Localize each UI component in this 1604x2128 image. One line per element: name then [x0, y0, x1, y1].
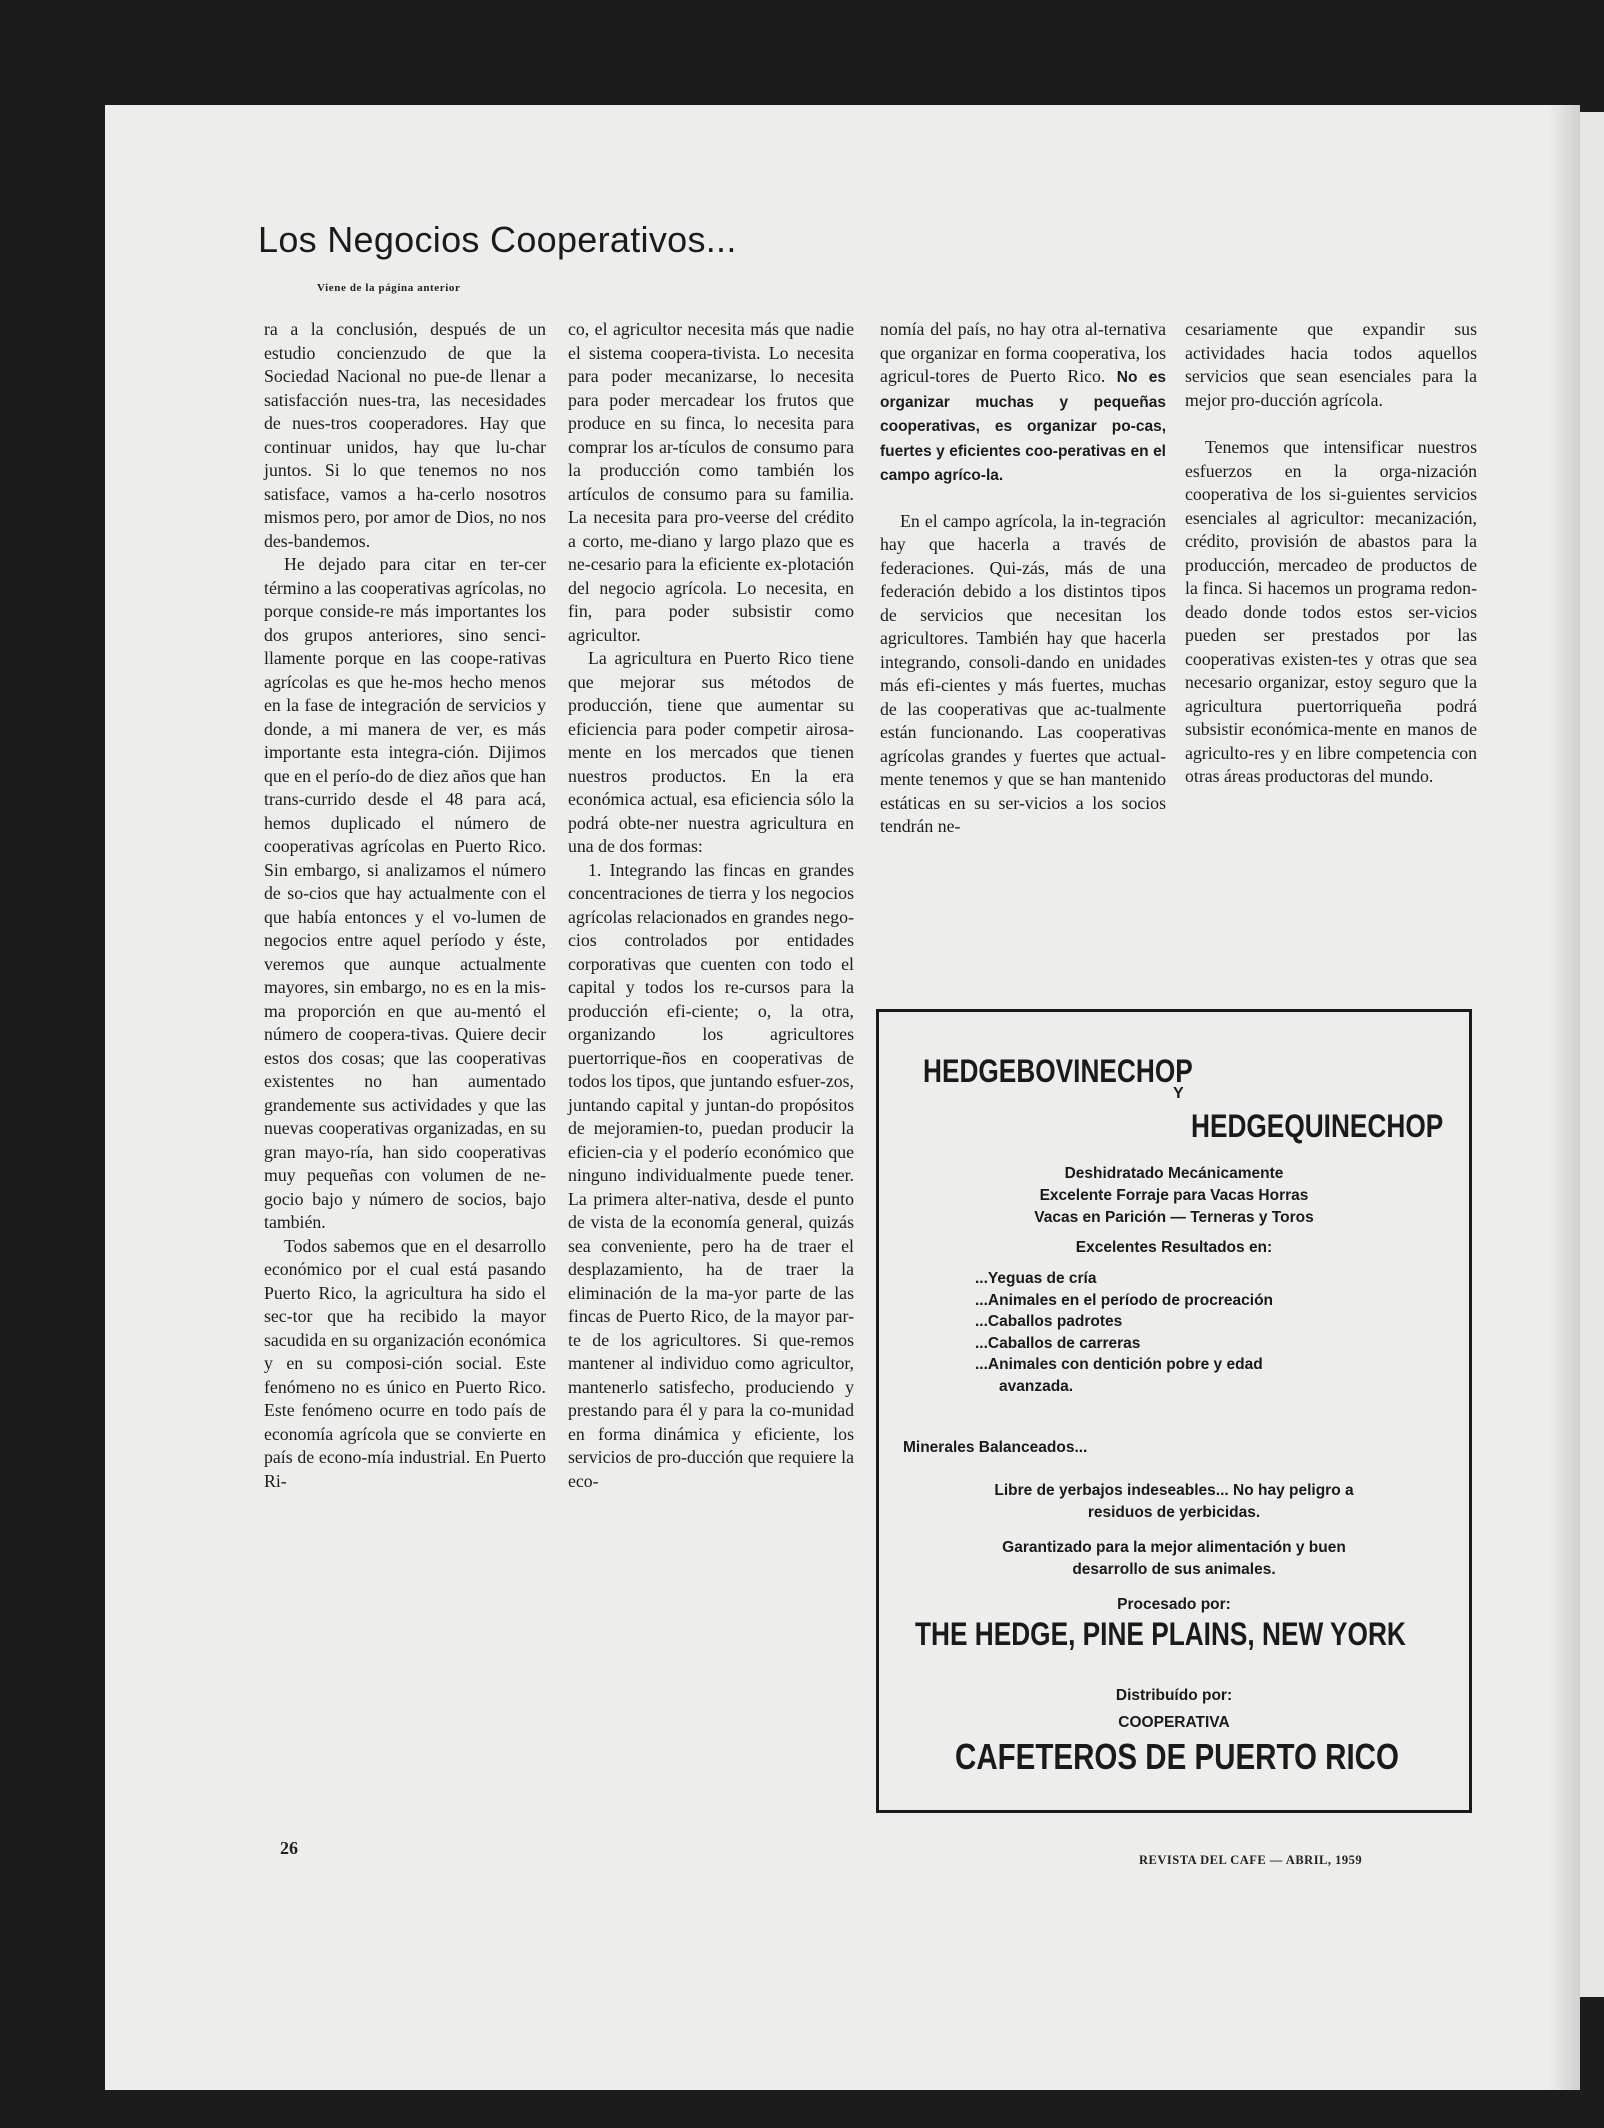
ad-list-item: ...Animales en el período de procreación — [975, 1291, 1274, 1309]
text-column-4 — [1185, 318, 1477, 789]
text-column-2 — [568, 318, 854, 1493]
ad-conjunction: Y — [1173, 1085, 1184, 1102]
ad-distributor-name: CAFETEROS DE PUERTO RICO — [955, 1736, 1399, 1777]
ad-description-line: Vacas en Parición — Terneras y Toros — [1034, 1209, 1314, 1226]
ad-list-item: ...Caballos de carreras — [975, 1334, 1141, 1352]
ad-list-item: ...Caballos padrotes — [975, 1313, 1123, 1331]
paragraph: ra a la conclusión, después de un estudio concienzudo de que la Sociedad Nacional no pue-de llenar a satisfacción nues-tra, las necesidades de nues-tros cooperadores. Hay que continuar unidos, hay que lu-char juntos. Si lo que tenemos no nos satisface, vamos a ha-cerlo nosotros mismos pero, por amor de Dios, no nos des-bandemos. — [264, 319, 546, 551]
adjacent-page-edge — [1580, 112, 1604, 1997]
ad-weeds-line: Libre de yerbajos indeseables... No hay peligro a — [994, 1482, 1354, 1499]
ad-distributed-by-label: Distribuído por: — [1115, 1687, 1233, 1704]
ad-guarantee-line: Garantizado para la mejor alimentación y buen — [1002, 1539, 1346, 1556]
paragraph-text: nomía del país, no hay otra al-ternativa que organizar en forma cooperativa, los agricul-tores de Puerto Rico. — [880, 319, 1166, 386]
ad-description-line: Excelente Forraje para Vacas Horras — [1039, 1187, 1309, 1204]
ad-results-list — [975, 1268, 1273, 1398]
paragraph: Tenemos que intensificar nuestros esfuerzos en la orga-nización cooperativa de los si-guientes servicios esenciales al agricultor: mecanización, crédito, provisión de abastos para la producción, mercadeo de productos de la finca. Si hacemos un programa redon-deado donde todos estos ser-vicios pueden ser prestados por las cooperativas existen-tes y otras que sea necesario organizar, estoy seguro que la agricultura puertorriqueña podrá subsistir económica-mente en manos de agriculto-res y en libre competencia con otras áreas productoras del mundo. — [1185, 437, 1477, 786]
text-column-1 — [264, 318, 546, 1493]
ad-distributor-type: COOPERATIVA — [1118, 1714, 1230, 1731]
paragraph: La agricultura en Puerto Rico tiene que mejorar sus métodos de producción, tiene que aumentar su eficiencia para poder competir airosa-mente en los mercados que tienen nuestros productos. En la era económica actual, esa eficiencia sólo la podrá obte-ner nuestra agricultura en una de dos formas: — [568, 648, 854, 856]
page-gutter-shadow — [1548, 105, 1580, 2090]
emphasis-text: No es organizar muchas y pequeñas cooperativas, es organizar po-cas, fuertes y eficientes coo-perativas en el campo agríco-la. — [880, 369, 1166, 484]
advertisement-box — [876, 1009, 1472, 1813]
paragraph: He dejado para citar en ter-cer término a las cooperativas agrícolas, no porque conside-re más importantes los dos grupos anteriores, sino senci-llamente porque en las coope-rativas agrícolas es que he-mos hecho menos en la fase de integración de servicios y donde, a mi manera de ver, es más importante esta integra-ción. Dijimos que en el perío-do de diez años que han trans-currido desde el 48 para acá, hemos duplicado el número de cooperativas agrícolas en Puerto Rico. Sin embargo, si analizamos el número de so-cios que hay actualmente con el que había entonces y el vo-lumen de negocios entre aquel período y éste, veremos que aunque actualmente mayores, sin embargo, no es en la mis-ma proporción en que au-mentó el número de coopera-tivas. Quiere decir estos dos cosas; que las cooperativas existentes no han aumentado grandemente sus actividades y que las nuevas cooperativas organizadas, en su gran mayo-ría, han sido cooperativas muy pequeñas con volumen de ne-gocio bajo y número de socios, bajo también. — [264, 554, 546, 1232]
paragraph: cesariamente que expandir sus actividades hacia todos aquellos servicios que sean esenciales para la mejor pro-ducción agrícola. — [1185, 319, 1477, 410]
paragraph: co, el agricultor necesita más que nadie el sistema coopera-tivista. Lo necesita para poder mecanizarse, lo necesita para poder mercadear los frutos que produce en su finca, lo necesita para comprar los ar-tículos de consumo para la producción como también los artículos de consumo para su familia. La necesita para pro-veerse del crédito a corto, me-diano y largo plazo que es ne-cesario para la eficiente ex-plotación del negocio agrícola. Lo necesita, en fin, para poder subsistir como agricultor. — [568, 319, 854, 645]
ad-product-1: HEDGEBOVINECHOP — [923, 1053, 1193, 1089]
numbered-paragraph: 1. Integrando las fincas en grandes concentraciones de tierra y los negocios agrícolas relacionados en grandes nego-cios controlados por entidades corporativas que cuenten con todo el capital y todos los re-cursos para la producción efi-ciente; o, la otra, organizando los agricultores puertorrique-ños en cooperativas de todos los tipos, que juntando esfuer-zos, juntando capital y juntan-do propósitos de mejoramien-to, puedan producir la eficien-cia y el poderío económico que ninguno individualmente puede tener. La primera alter-nativa, desde el punto de vista de la economía general, quizás sea conveniente, pero ha de traer el desplazamiento, ha de traer la eliminación de la ma-yor parte de las fincas de Puerto Rico, de la mayor par-te de los agricultores. Si que-remos mantener al individuo como agricultor, mantenerlo satisfecho, produciendo y prestando para él y para la co-munidad en forma dinámica y eficiente, los servicios de pro-ducción que requiere la eco- — [568, 859, 854, 1491]
ad-processed-by-label: Procesado por: — [1117, 1596, 1231, 1613]
ad-weeds-line: residuos de yerbicidas. — [1087, 1504, 1261, 1521]
ad-manufacturer: THE HEDGE, PINE PLAINS, NEW YORK — [915, 1616, 1406, 1652]
ad-guarantee-line: desarrollo de sus animales. — [1072, 1561, 1276, 1578]
paragraph: En el campo agrícola, la in-tegración hay que hacerla a través de federaciones. Qui-zás, más de una federación debido a los distintos tipos de servicios que necesitan los agricultores. También hay que hacerla integrando, consoli-dando en unidades más efi-cientes y más fuertes, muchas de las cooperativas que ac-tualmente están funcionando. Las cooperativas agrícolas grandes y fuertes que actual-mente tenemos y que se han mantenido estáticas en su ser-vicios a los socios tendrán ne- — [880, 510, 1166, 836]
ad-list-item: ...Animales con dentición pobre y edad — [975, 1356, 1263, 1374]
ad-list-item: ...Yeguas de cría — [975, 1270, 1097, 1287]
continued-from-note: Viene de la página anterior — [317, 282, 461, 294]
ad-minerals: Minerales Balanceados... — [903, 1439, 1088, 1456]
ad-list-item-continued: avanzada. — [999, 1377, 1074, 1395]
ad-product-2: HEDGEQUINECHOP — [1191, 1108, 1444, 1144]
article-title: Los Negocios Cooperativos... — [258, 219, 737, 260]
page-number: 26 — [280, 1838, 298, 1858]
issue-line: REVISTA DEL CAFE — ABRIL, 1959 — [1139, 1853, 1363, 1867]
paragraph: Todos sabemos que en el desarrollo económico por el cual está pasando Puerto Rico, la agricultura ha sido el sec-tor que ha recibido la mayor sacudida en su organización económica y en su composi-ción social. Este fenómeno no es único en Puerto Rico. Este fenómeno ocurre en todo país de economía agrícola que se convierte en país de econo-mía industrial. En Puerto Ri- — [264, 1235, 546, 1491]
paragraph — [880, 318, 1166, 488]
text-column-3 — [880, 318, 1166, 839]
ad-description-line: Deshidratado Mecánicamente — [1064, 1165, 1284, 1182]
ad-results-heading: Excelentes Resultados en: — [1075, 1239, 1273, 1256]
